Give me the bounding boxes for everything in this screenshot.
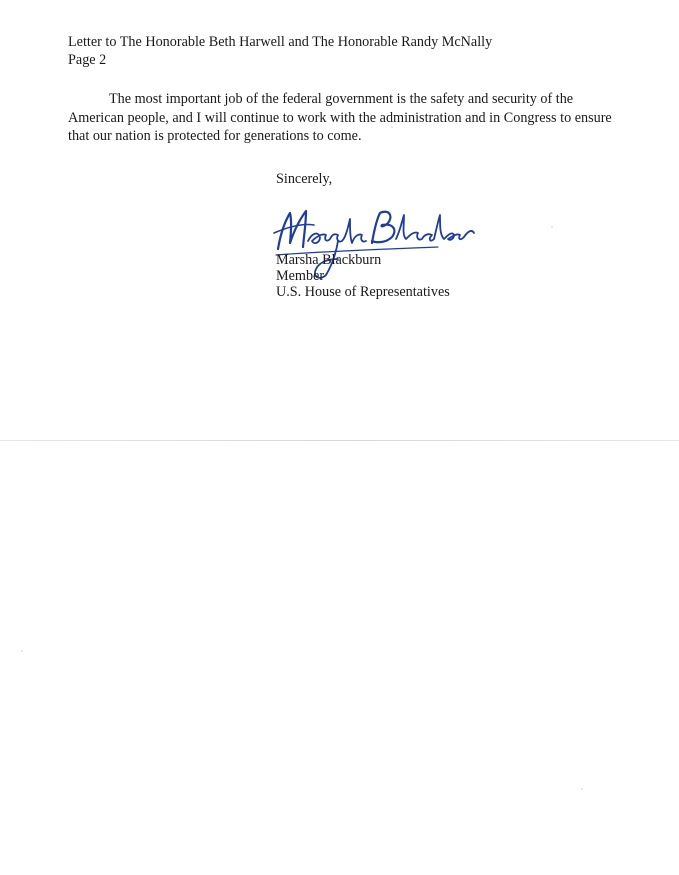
signature-block [276, 252, 450, 300]
body-line: that our nation is protected for generations to come. [68, 128, 362, 144]
closing-salutation: Sincerely, [276, 171, 333, 187]
scan-speck [391, 126, 393, 128]
body-line: American people, and I will continue to work with the administration and in Congress to ensure [68, 109, 612, 126]
scan-speck [581, 788, 583, 790]
body-paragraph [68, 90, 612, 146]
body-line: The most important job of the federal government is the safety and security of the [109, 91, 574, 107]
signatory-organization: U.S. House of Representatives [276, 284, 450, 300]
letter-header [68, 33, 492, 69]
scan-speck [21, 650, 23, 652]
scan-speck [551, 226, 553, 228]
header-recipients: Letter to The Honorable Beth Harwell and The Honorable Randy McNally [68, 34, 493, 50]
signatory-name: Marsha Blackburn [276, 252, 382, 268]
page-fold-line [0, 440, 679, 441]
signatory-title: Member [276, 268, 325, 284]
header-page-number: Page 2 [68, 52, 107, 68]
